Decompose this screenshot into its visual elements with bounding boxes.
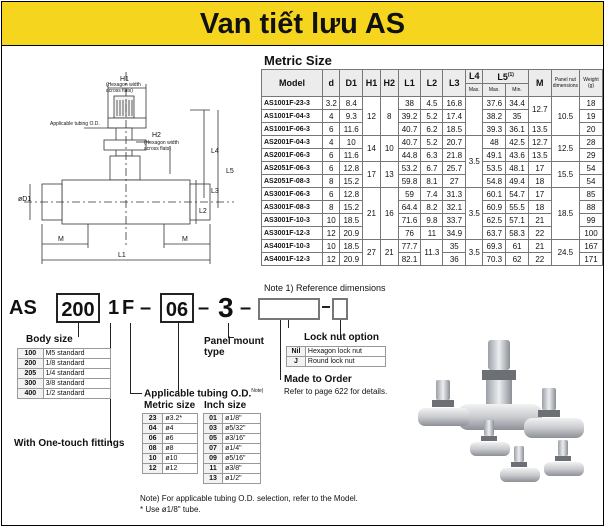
list-item: 06 ø6 (143, 434, 198, 444)
inch-size-subtitle: Inch size (204, 400, 247, 411)
metric-size-subtitle: Metric size (144, 400, 196, 411)
table-row: AS2001F-04-3 4 10 14 10 40.7 5.2 20.7 3.5 48 42.5 12.7 12.5 28 (262, 136, 603, 149)
list-item: Nil Hexagon lock nut (287, 347, 386, 357)
col-panel: Panel nut dimensions (551, 70, 579, 97)
made-to-order-title: Made to Order (284, 374, 352, 385)
col-l4: L4 (466, 70, 483, 84)
code-tubing-box: 06 (160, 293, 194, 323)
metric-size-title: Metric Size (264, 53, 332, 68)
l3-label: L3 (211, 188, 219, 195)
list-item: 07 ø1/4" (204, 444, 261, 454)
m-right-label: M (182, 236, 188, 243)
valve-large (458, 340, 542, 430)
tubing-title: Applicable tubing O.D.$^{Note)}$ (144, 388, 264, 400)
h2-note: (Hexagon width across flats) (144, 140, 179, 152)
list-item: 09 ø5/16" (204, 454, 261, 464)
col-l2: L2 (421, 70, 443, 97)
code-f: F (122, 297, 135, 319)
table-row: AS4001F-10-3 10 18.5 27 21 77.7 11.3 35 3.5 69.3 61 21 24.5 167 (262, 240, 603, 253)
code-one: 1 (108, 297, 120, 319)
l2-label: L2 (199, 208, 207, 215)
table-row: AS2051F-06-3 6 12.8 17 13 53.2 6.7 25.7 53.5 48.1 17 15.5 54 (262, 162, 603, 175)
col-l1: L1 (398, 70, 421, 97)
col-l4-max: Max. (466, 84, 483, 97)
list-item: 100 M5 standard (18, 349, 111, 359)
panel-mount-label: Panel mount type (204, 336, 265, 358)
code-dash-1: – (140, 297, 152, 319)
lock-nut-table (286, 346, 386, 367)
col-d: d (323, 70, 340, 97)
list-item: 205 1/4 standard (18, 369, 111, 379)
body-size-title: Body size (26, 334, 73, 345)
valve-medium-left (418, 380, 470, 426)
h1-label: H1 (120, 76, 129, 83)
list-item: 04 ø4 (143, 424, 198, 434)
table-row: AS1001F-23-3 3.2 8.4 12 8 38 4.5 16.8 37.6 34.4 12.7 10.5 18 (262, 97, 603, 110)
table-row: AS1001F-04-3 4 9.3 39.2 5.2 17.4 38.2 35 19 (262, 110, 603, 123)
col-m: M (528, 70, 551, 97)
list-item: 10 ø10 (143, 454, 198, 464)
code-body-size-box: 200 (56, 293, 100, 323)
col-l3: L3 (443, 70, 466, 97)
list-item: 11 ø3/8" (204, 464, 261, 474)
list-item: 05 ø3/16" (204, 434, 261, 444)
made-to-order-sub: Refer to page 622 for details. (284, 387, 388, 396)
list-item: 400 1/2 standard (18, 389, 111, 399)
col-weight: Weight (g) (580, 70, 603, 97)
valve-small-3 (544, 440, 584, 476)
col-l5-min: Min. (506, 84, 529, 97)
list-item: 12 ø12 (143, 464, 198, 474)
code-dash-2: – (198, 297, 210, 319)
code-dash-3: – (240, 297, 252, 319)
table-row: AS3001F-10-3 10 18.5 71.6 9.8 33.7 62.5 57.1 21 99 (262, 214, 603, 227)
tubing-label: Applicable tubing O.D. (50, 121, 100, 127)
list-item: 23 ø3.2* (143, 414, 198, 424)
col-d1: D1 (340, 70, 363, 97)
table-row: AS3001F-06-3 6 12.8 21 16 59 7.4 31.3 3.5 60.1 54.7 17 18.5 85 (262, 188, 603, 201)
col-h1: H1 (363, 70, 381, 97)
table-row: AS3001F-12-3 12 20.9 76 11 34.9 63.7 58.3 22 100 (262, 227, 603, 240)
one-touch-label: With One-touch fittings (14, 438, 125, 449)
list-item: 300 3/8 standard (18, 379, 111, 389)
table-row: AS2051F-08-3 8 15.2 59.8 8.1 27 54.8 49.4 18 54 (262, 175, 603, 188)
code-lock-box (332, 298, 348, 320)
code-three: 3 (218, 292, 234, 323)
reference-note: Note 1) Reference dimensions (264, 283, 386, 293)
inch-tubing-table (203, 413, 261, 484)
product-photo (418, 336, 602, 520)
l4-label: L4 (211, 148, 219, 155)
list-item: 01 ø1/8" (204, 414, 261, 424)
col-l5: L5$^{(1)}$ (483, 70, 528, 84)
l1-label: L1 (118, 252, 126, 259)
table-row: AS1001F-06-3 6 11.6 40.7 6.2 18.5 39.3 36.1 13.5 20 (262, 123, 603, 136)
col-l5-max: Max. (483, 84, 506, 97)
metric-tubing-table (142, 413, 198, 474)
list-item: 03 ø5/32" (204, 424, 261, 434)
code-dash-4 (322, 306, 330, 308)
code-prefix: AS (9, 297, 37, 319)
list-item: 200 1/8 standard (18, 359, 111, 369)
l5-label: L5 (226, 168, 234, 175)
code-made-to-order-box (258, 298, 320, 320)
table-row: AS3001F-08-3 8 15.2 64.4 8.2 32.1 60.9 55.5 18 88 (262, 201, 603, 214)
table-row: AS4001F-12-3 12 20.9 82.1 36 70.3 62 22 171 (262, 253, 603, 266)
m-left-label: M (58, 236, 64, 243)
h2-label: H2 (152, 132, 161, 139)
metric-size-table (261, 69, 603, 266)
table-row: AS2001F-06-3 6 11.6 44.8 6.3 21.8 49.1 43.6 13.5 29 (262, 149, 603, 162)
d1-label: øD1 (18, 196, 32, 203)
col-h2: H2 (380, 70, 398, 97)
list-item: 13 ø1/2" (204, 474, 261, 484)
body-size-table (17, 348, 111, 399)
list-item: 08 ø8 (143, 444, 198, 454)
col-model: Model (262, 70, 323, 97)
tube-footnote: * Use ø1/8" tube. (140, 505, 201, 514)
page-title: Van tiết lưu AS (2, 2, 603, 46)
list-item: J Round lock nut (287, 357, 386, 367)
tubing-note: Note) For applicable tubing O.D. selection, refer to the Model. (140, 494, 358, 503)
h1-note: (Hexagon width across flats) (106, 82, 141, 94)
lock-nut-title: Lock nut option (304, 332, 379, 343)
